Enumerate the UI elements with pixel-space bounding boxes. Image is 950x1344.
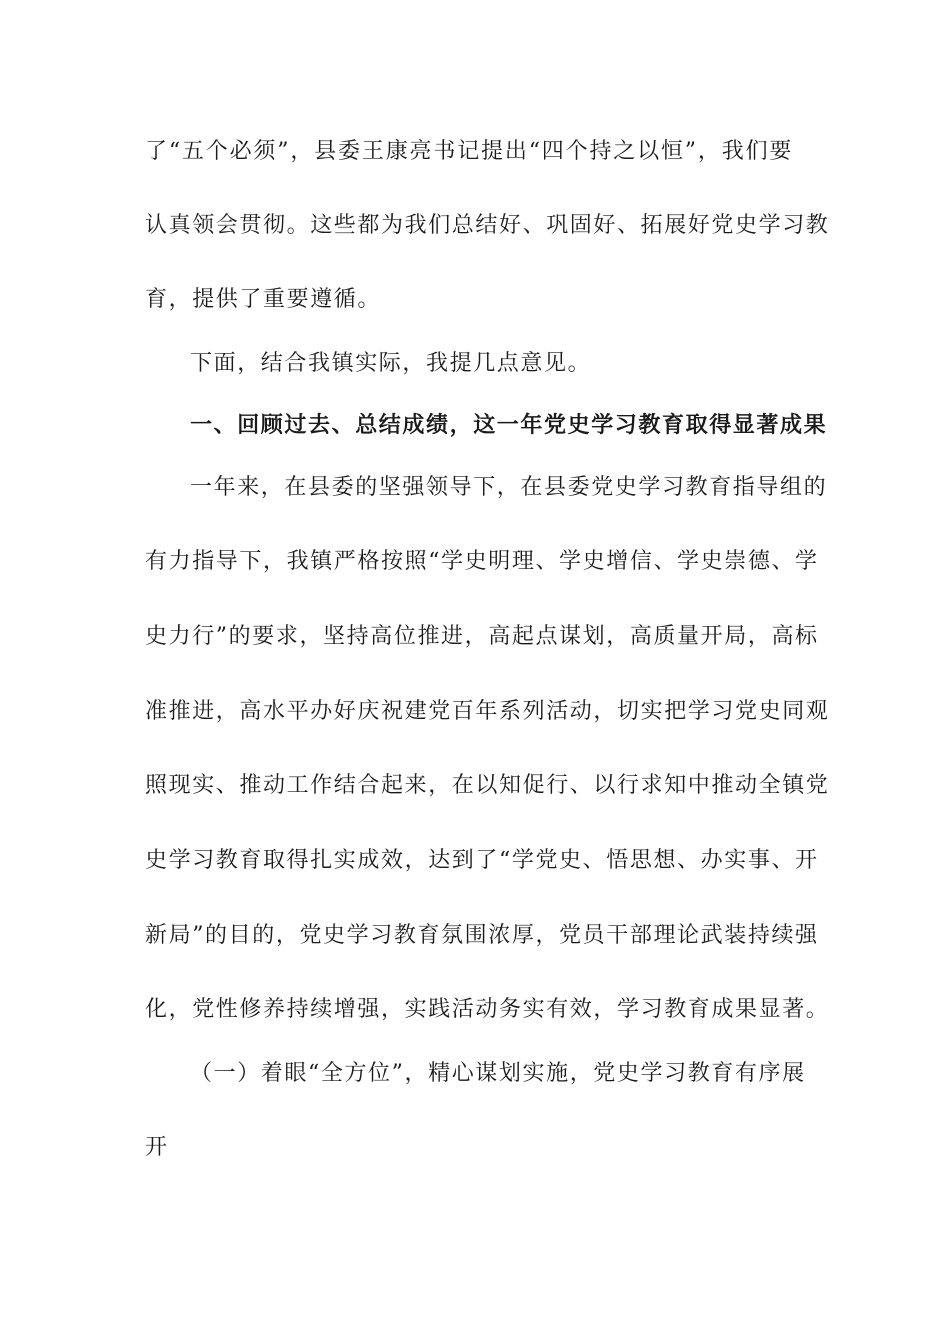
body-text-line: 照现实、推动工作结合起来，在以知促行、以行求知中推动全镇党 (145, 773, 830, 798)
body-text-line: 一年来，在县委的坚强领导下，在县委党史学习教育指导组的 (190, 475, 828, 500)
body-text-line: 史力行”的要求，坚持高位推进，高起点谋划，高质量开局，高标 (145, 624, 819, 649)
body-text-line: 准推进，高水平办好庆祝建党百年系列活动，切实把学习党史同观 (145, 699, 830, 724)
body-text-line: 有力指导下，我镇严格按照“学史明理、学史增信、学史崇德、学 (145, 549, 819, 574)
body-text-line: 下面，结合我镇实际，我提几点意见。 (190, 351, 592, 376)
subsection-heading-continuation: 开 (145, 1135, 169, 1160)
body-text-line: 了“五个必须”，县委王康亮书记提出“四个持之以恒”，我们要 (145, 139, 793, 164)
section-heading: 一、回顾过去、总结成绩，这一年党史学习教育取得显著成果 (190, 412, 828, 438)
body-text-line: 新局”的目的，党史学习教育氛围浓厚，党员干部理论武装持续强 (145, 923, 819, 948)
body-text-line: 认真领会贯彻。这些都为我们总结好、巩固好、拓展好党史学习教 (145, 213, 830, 238)
body-text-line: 育，提供了重要遵循。 (145, 287, 382, 312)
body-text-line: 化，党性修养持续增强，实践活动务实有效，学习教育成果显著。 (145, 997, 830, 1022)
body-text-line: 史学习教育取得扎实成效，达到了“学党史、悟思想、办实事、开 (145, 848, 819, 873)
subsection-heading: （一）着眼“全方位”，精心谋划实施，党史学习教育有序展 (190, 1061, 806, 1086)
